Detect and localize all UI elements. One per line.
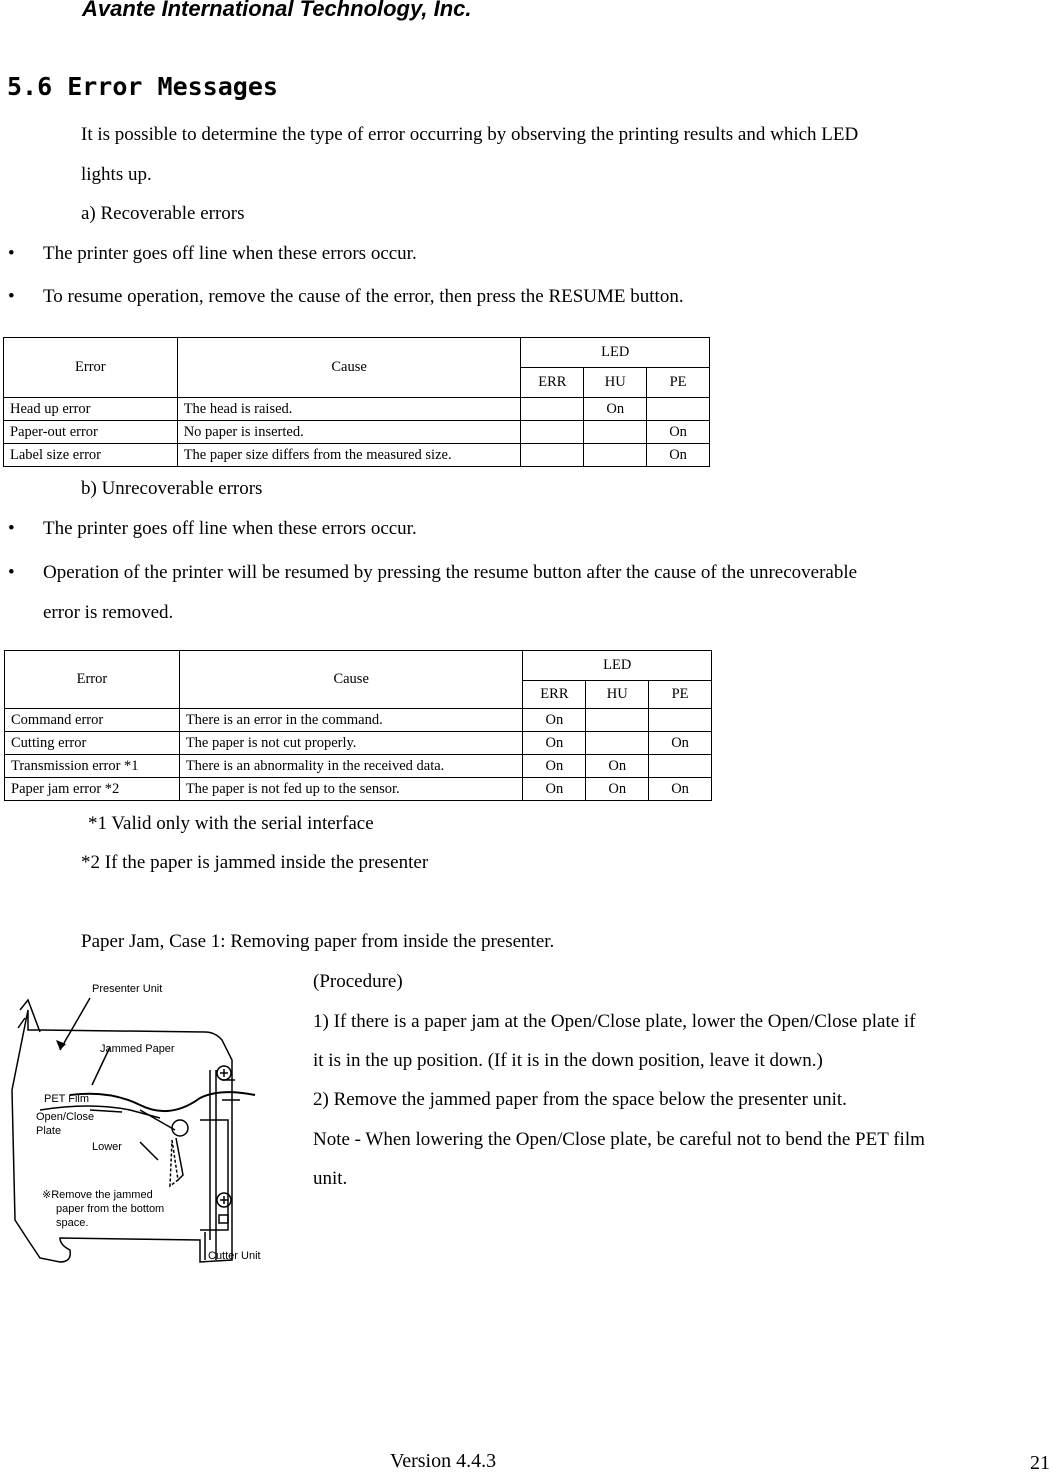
- hu-led-cell: [584, 444, 647, 467]
- cause-cell: The paper is not fed up to the sensor.: [179, 778, 523, 801]
- footnote-1: *1 Valid only with the serial interface: [88, 813, 374, 834]
- error-cell: Head up error: [4, 398, 178, 421]
- procedure-step-2: 2) Remove the jammed paper from the space below the presenter unit.: [313, 1089, 847, 1110]
- label-plate: Plate: [36, 1125, 62, 1137]
- procedure-note: Note - When lowering the Open/Close plate, be careful not to bend the PET film: [313, 1129, 925, 1150]
- intro-line-2: lights up.: [81, 164, 152, 185]
- column-header-led: LED: [521, 338, 710, 368]
- hu-led-cell: On: [584, 398, 647, 421]
- err-led-cell: [521, 421, 584, 444]
- cause-cell: There is an abnormality in the received data.: [179, 755, 523, 778]
- unrecoverable-heading: b) Unrecoverable errors: [81, 478, 263, 499]
- hu-led-cell: On: [586, 778, 649, 801]
- err-led-cell: On: [523, 778, 586, 801]
- column-header-cause: Cause: [179, 651, 523, 709]
- label-jammed-paper: Jammed Paper: [100, 1043, 175, 1055]
- label-remove-1: ※Remove the jammed: [42, 1189, 153, 1201]
- hu-led-cell: On: [586, 755, 649, 778]
- column-header-error: Error: [5, 651, 180, 709]
- bullet-icon: •: [8, 243, 15, 264]
- cause-cell: No paper is inserted.: [177, 421, 521, 444]
- column-header-pe: PE: [647, 368, 710, 398]
- err-led-cell: On: [523, 755, 586, 778]
- column-header-hu: HU: [584, 368, 647, 398]
- bullet-text: The printer goes off line when these errors occur.: [43, 518, 417, 539]
- column-header-pe: PE: [649, 681, 712, 709]
- column-header-err: ERR: [523, 681, 586, 709]
- label-cutter-unit: Cutter Unit: [208, 1250, 261, 1262]
- error-cell: Cutting error: [5, 732, 180, 755]
- bullet-icon: •: [8, 286, 15, 307]
- error-cell: Paper jam error *2: [5, 778, 180, 801]
- error-cell: Command error: [5, 709, 180, 732]
- table-row: [4, 444, 710, 467]
- procedure-label: (Procedure): [313, 971, 403, 992]
- footer-version: Version 4.4.3: [390, 1450, 497, 1472]
- cause-cell: The head is raised.: [177, 398, 521, 421]
- cause-cell: There is an error in the command.: [179, 709, 523, 732]
- bullet-text: To resume operation, remove the cause of the error, then press the RESUME button.: [43, 286, 684, 307]
- label-presenter-unit: Presenter Unit: [92, 983, 163, 995]
- paper-jam-heading: Paper Jam, Case 1: Removing paper from inside the presenter.: [81, 931, 555, 952]
- procedure-step-1: 1) If there is a paper jam at the Open/Close plate, lower the Open/Close plate if: [313, 1011, 916, 1032]
- table-row: [5, 755, 712, 778]
- pe-led-cell: [649, 755, 712, 778]
- err-led-cell: On: [523, 709, 586, 732]
- unrecoverable-errors-table: [4, 650, 712, 801]
- page-number: 21: [1030, 1452, 1050, 1474]
- hu-led-cell: [586, 732, 649, 755]
- label-remove-2: paper from the bottom: [56, 1203, 165, 1215]
- error-cell: Transmission error *1: [5, 755, 180, 778]
- table-row: [5, 732, 712, 755]
- column-header-hu: HU: [586, 681, 649, 709]
- jammed-paper-line: [70, 1092, 255, 1111]
- bullet-icon: •: [8, 562, 15, 583]
- err-led-cell: On: [523, 732, 586, 755]
- pe-led-cell: [647, 398, 710, 421]
- procedure-step-1-cont: it is in the up position. (If it is in the down position, leave it down.): [313, 1050, 823, 1071]
- error-cell: Paper-out error: [4, 421, 178, 444]
- section-title: 5.6 Error Messages: [7, 72, 278, 101]
- bullet-text: The printer goes off line when these errors occur.: [43, 243, 417, 264]
- label-lower: Lower: [92, 1141, 122, 1153]
- cause-cell: The paper is not cut properly.: [179, 732, 523, 755]
- label-pet-film: PET Film: [44, 1093, 90, 1105]
- bullet-icon: •: [8, 518, 15, 539]
- column-header-err: ERR: [521, 368, 584, 398]
- pe-led-cell: On: [647, 421, 710, 444]
- company-header: Avante International Technology, Inc.: [82, 0, 472, 21]
- column-header-error: Error: [4, 338, 178, 398]
- pe-led-cell: [649, 709, 712, 732]
- pe-led-cell: On: [647, 444, 710, 467]
- recoverable-heading: a) Recoverable errors: [81, 203, 245, 224]
- table-row: [5, 709, 712, 732]
- recoverable-errors-table: [3, 337, 710, 467]
- table-row: [4, 398, 710, 421]
- intro-line-1: It is possible to determine the type of error occurring by observing the printing results and which LED: [81, 124, 859, 145]
- bullet-text-continuation: error is removed.: [43, 602, 174, 623]
- column-header-led: LED: [523, 651, 712, 681]
- label-remove-3: space.: [56, 1217, 89, 1229]
- column-header-cause: Cause: [177, 338, 521, 398]
- label-open-close: Open/Close: [36, 1111, 95, 1123]
- table-row: [4, 421, 710, 444]
- error-cell: Label size error: [4, 444, 178, 467]
- err-led-cell: [521, 444, 584, 467]
- footnote-2: *2 If the paper is jammed inside the presenter: [81, 852, 429, 873]
- cause-cell: The paper size differs from the measured size.: [177, 444, 521, 467]
- bullet-text: Operation of the printer will be resumed by pressing the resume button after the cause of the unrecoverable: [43, 562, 858, 583]
- table-row: [5, 778, 712, 801]
- presenter-diagram: [0, 970, 300, 1270]
- pe-led-cell: On: [649, 778, 712, 801]
- hu-led-cell: [584, 421, 647, 444]
- pe-led-cell: On: [649, 732, 712, 755]
- hu-led-cell: [586, 709, 649, 732]
- procedure-note-cont: unit.: [313, 1168, 348, 1189]
- err-led-cell: [521, 398, 584, 421]
